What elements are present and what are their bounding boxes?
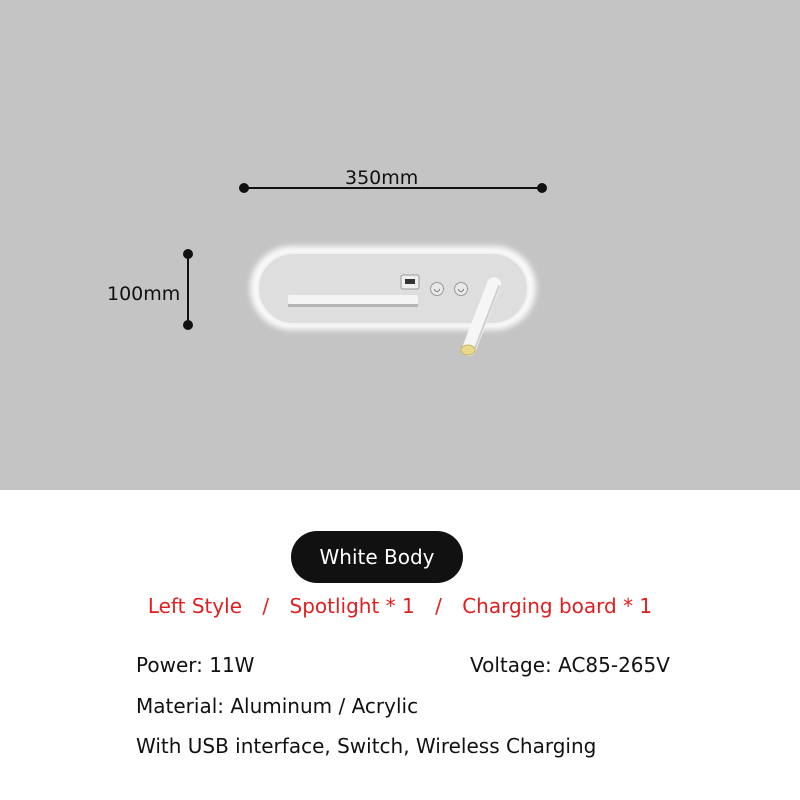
style-separator: / <box>262 594 270 618</box>
style-summary-line <box>0 594 800 618</box>
spec-voltage: Voltage: AC85-265V <box>470 653 670 677</box>
usb-port-icon <box>401 275 419 289</box>
height-dimension-line <box>183 249 193 330</box>
height-dimension-label: 100mm <box>107 283 181 305</box>
spec-power: Power: 11W <box>136 653 255 677</box>
style-separator: / <box>435 594 442 618</box>
style-item-charging-board: Charging board * 1 <box>462 594 653 618</box>
width-dimension-label: 350mm <box>345 167 419 189</box>
style-item-spotlight: Spotlight * 1 <box>289 594 415 618</box>
spec-material: Material: Aluminum / Acrylic <box>136 694 419 718</box>
spec-features: With USB interface, Switch, Wireless Charging <box>136 734 597 758</box>
body-color-badge: White Body <box>291 531 463 583</box>
style-item-left-style: Left Style <box>147 594 243 618</box>
shelf-bar <box>288 295 418 304</box>
